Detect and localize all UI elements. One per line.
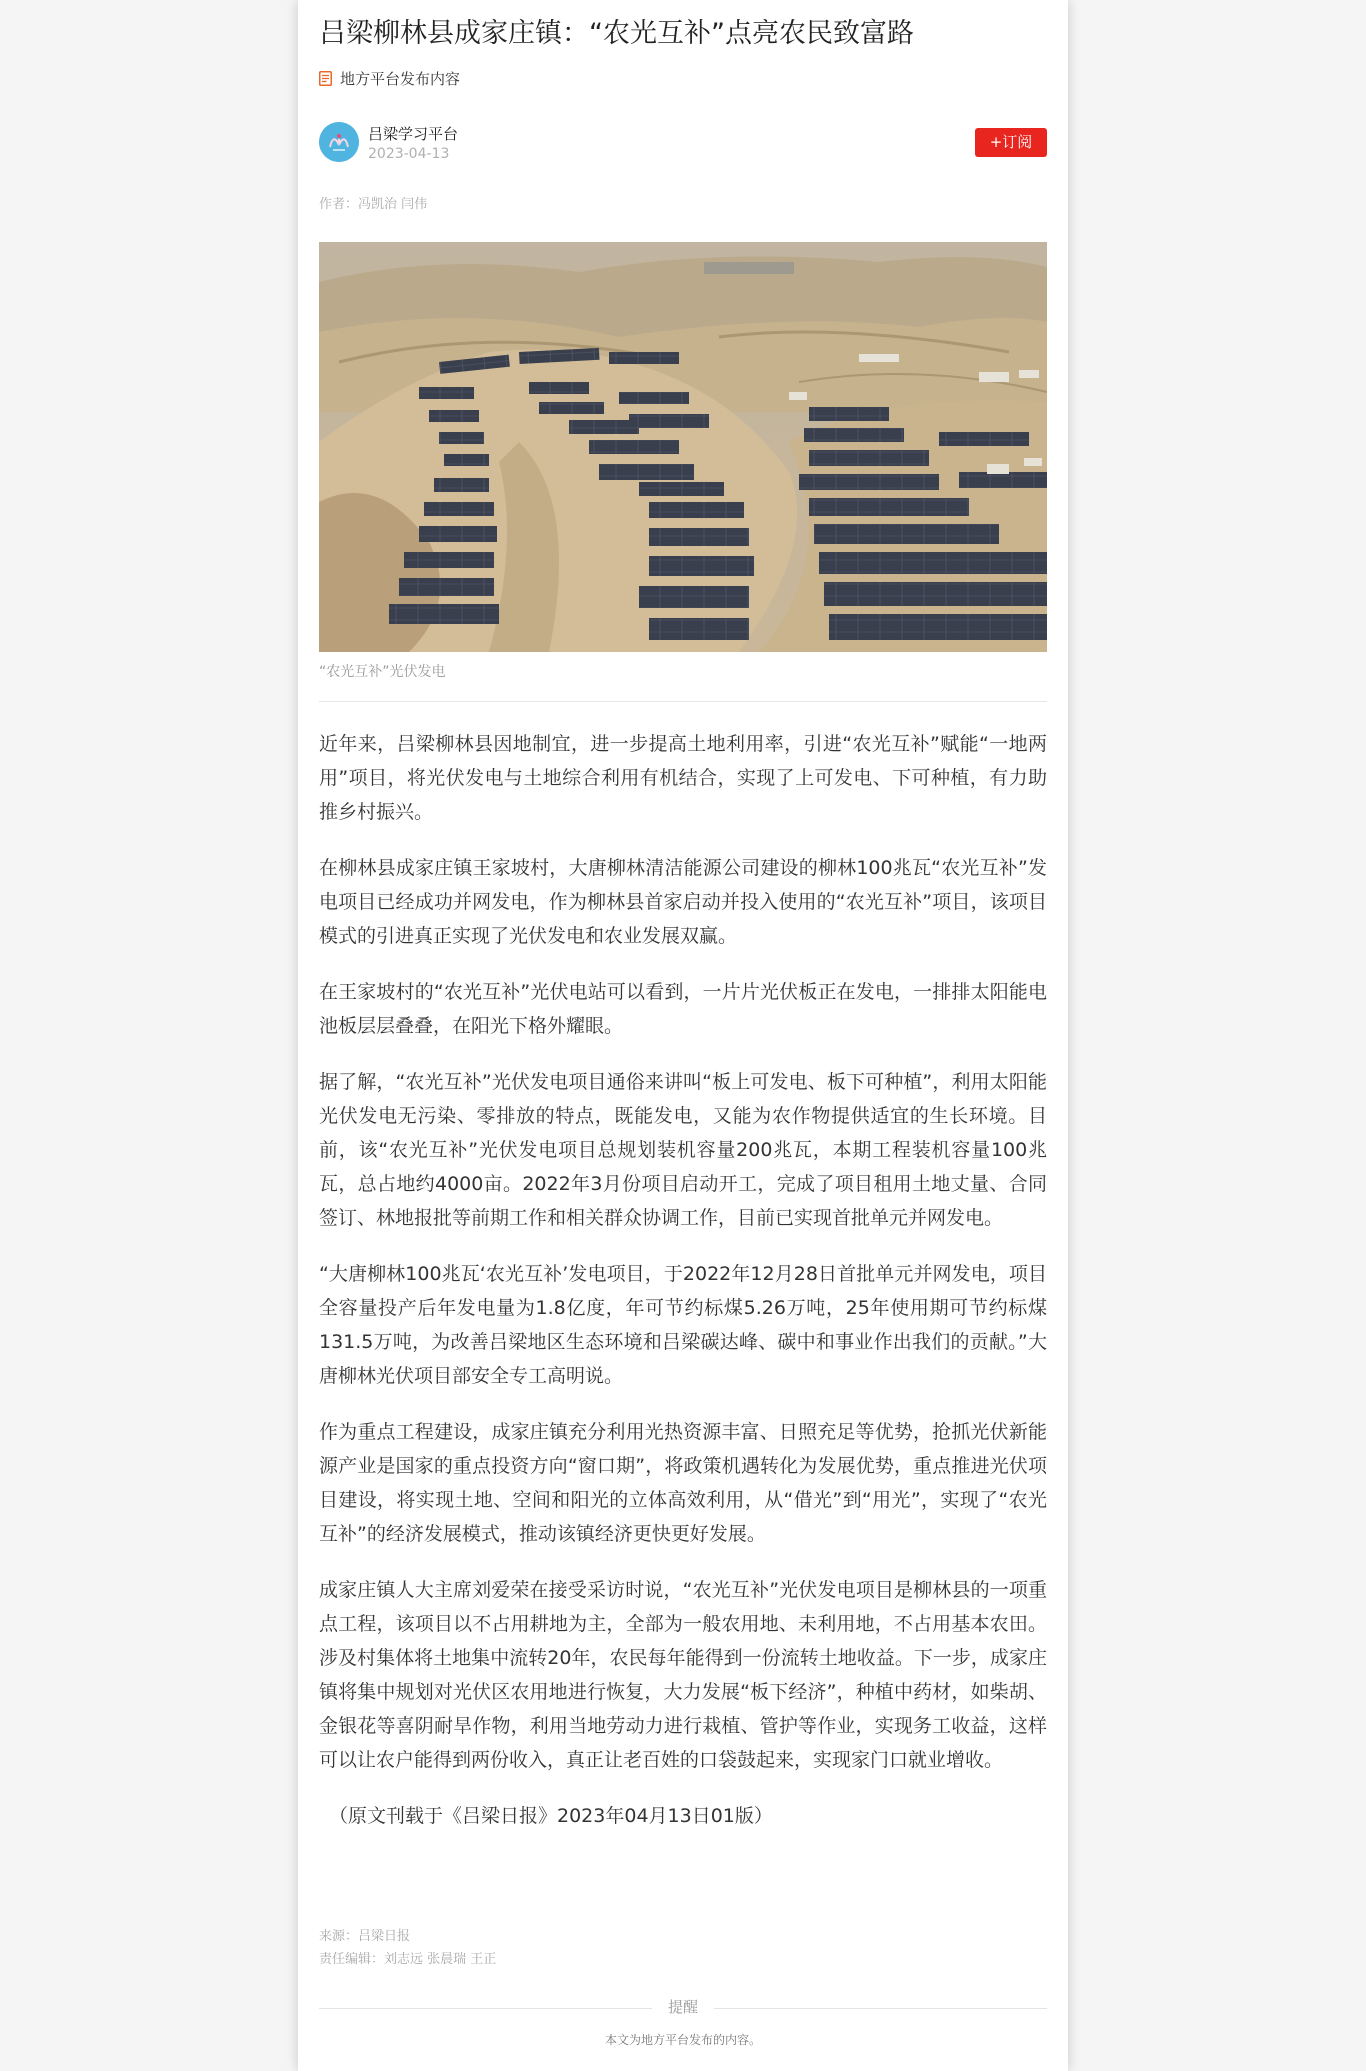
publish-date: 2023-04-13 — [368, 146, 450, 162]
paragraph: 据了解，“农光互补”光伏发电项目通俗来讲叫“板上可发电、板下可种植”，利用太阳能光伏发电无污染、零排放的特点，既能发电，又能为农作物提供适宜的生长环境。目前，该“农光互补”光伏发电项目总规划装机容量200兆瓦，本期工程装机容量100兆瓦，总占地约4000亩。2022年3月份项目启动开工，完成了项目租用土地丈量、合同签订、林地报批等前期工作和相关群众协调工作，目前已实现首批单元并网发电。 — [319, 1071, 1047, 1229]
article-title: 吕梁柳林县成家庄镇：“农光互补”点亮农民致富路 — [319, 18, 914, 49]
article-byline: 作者：冯凯治 闫伟 — [319, 197, 428, 212]
notice-divider-right — [714, 2008, 1047, 2009]
source-line: 来源：吕梁日报 — [319, 1929, 411, 1944]
notice-title: 提醒 — [667, 1998, 698, 2016]
notice-text: 本文为地方平台发布的内容。 — [604, 2033, 761, 2047]
paragraph: “大唐柳林100兆瓦‘农光互补’发电项目，于2022年12月28日首批单元并网发电，项目全容量投产后年发电量为1.8亿度，年可节约标煤5.26万吨，25年使用期可节约标煤131.5万吨，为改善吕梁地区生态环境和吕梁碳达峰、碳中和事业作出我们的贡献。”大唐柳林光伏项目部安全专工高明说。 — [319, 1263, 1047, 1387]
paragraph: 作为重点工程建设，成家庄镇充分利用光热资源丰富、日照充足等优势，抢抓光伏新能源产业是国家的重点投资方向“窗口期”，将政策机遇转化为发展优势，重点推进光伏项目建设，将实现土地、空间和阳光的立体高效利用，从“借光”到“用光”，实现了“农光互补”的经济发展模式，推动该镇经济更快更好发展。 — [319, 1421, 1047, 1545]
notice-divider-left — [319, 2008, 652, 2009]
image-caption: “农光互补”光伏发电 — [319, 664, 446, 680]
paragraph: 近年来，吕梁柳林县因地制宜，进一步提高土地利用率，引进“农光互补”赋能“一地两用”项目，将光伏发电与土地综合利用有机结合，实现了上可发电、下可种植，有力助推乡村振兴。 — [319, 733, 1047, 823]
avatar[interactable] — [319, 122, 359, 162]
account-logo-icon — [319, 122, 359, 162]
editor-line: 责任编辑：刘志远 张晨瑞 王正 — [319, 1952, 497, 1967]
paragraph: 在柳林县成家庄镇王家坡村，大唐柳林清洁能源公司建设的柳林100兆瓦“农光互补”发电项目已经成功并网发电，作为柳林县首家启动并投入使用的“农光互补”项目，该项目模式的引进真正实现了光伏发电和农业发展双赢。 — [319, 857, 1047, 947]
paragraph: 成家庄镇人大主席刘爱荣在接受采访时说，“农光互补”光伏发电项目是柳林县的一项重点工程，该项目以不占用耕地为主，全部为一般农用地、未利用地，不占用基本农田。涉及村集体将土地集中流转20年，农民每年能得到一份流转土地收益。下一步，成家庄镇将集中规划对光伏区农用地进行恢复，大力发展“板下经济”，种植中药材，如柴胡、金银花等喜阴耐旱作物，利用当地劳动力进行栽植、管护等作业，实现务工收益，这样可以让农户能得到两份收入，真正让老百姓的口袋鼓起来，实现家门口就业增收。 — [319, 1579, 1047, 1771]
article-page — [298, 0, 1068, 2071]
account-header — [319, 122, 1047, 164]
solar-farm-photo — [319, 242, 1047, 652]
article-body — [319, 727, 1047, 1855]
caption-divider — [319, 701, 1047, 702]
notice-header — [319, 1996, 1047, 2020]
article-meta — [319, 1925, 1047, 1971]
article-photo — [319, 242, 1047, 652]
platform-tag-label: 地方平台发布内容 — [340, 69, 461, 88]
document-icon — [319, 71, 332, 86]
platform-tag — [319, 66, 1047, 90]
source-note: （原文刊载于《吕梁日报》2023年04月13日01版） — [329, 1805, 773, 1827]
subscribe-button[interactable]: +订阅 — [975, 128, 1047, 157]
paragraph: 在王家坡村的“农光互补”光伏电站可以看到，一片片光伏板正在发电，一排排太阳能电池板层层叠叠，在阳光下格外耀眼。 — [319, 981, 1047, 1037]
account-name[interactable]: 吕梁学习平台 — [368, 125, 459, 143]
